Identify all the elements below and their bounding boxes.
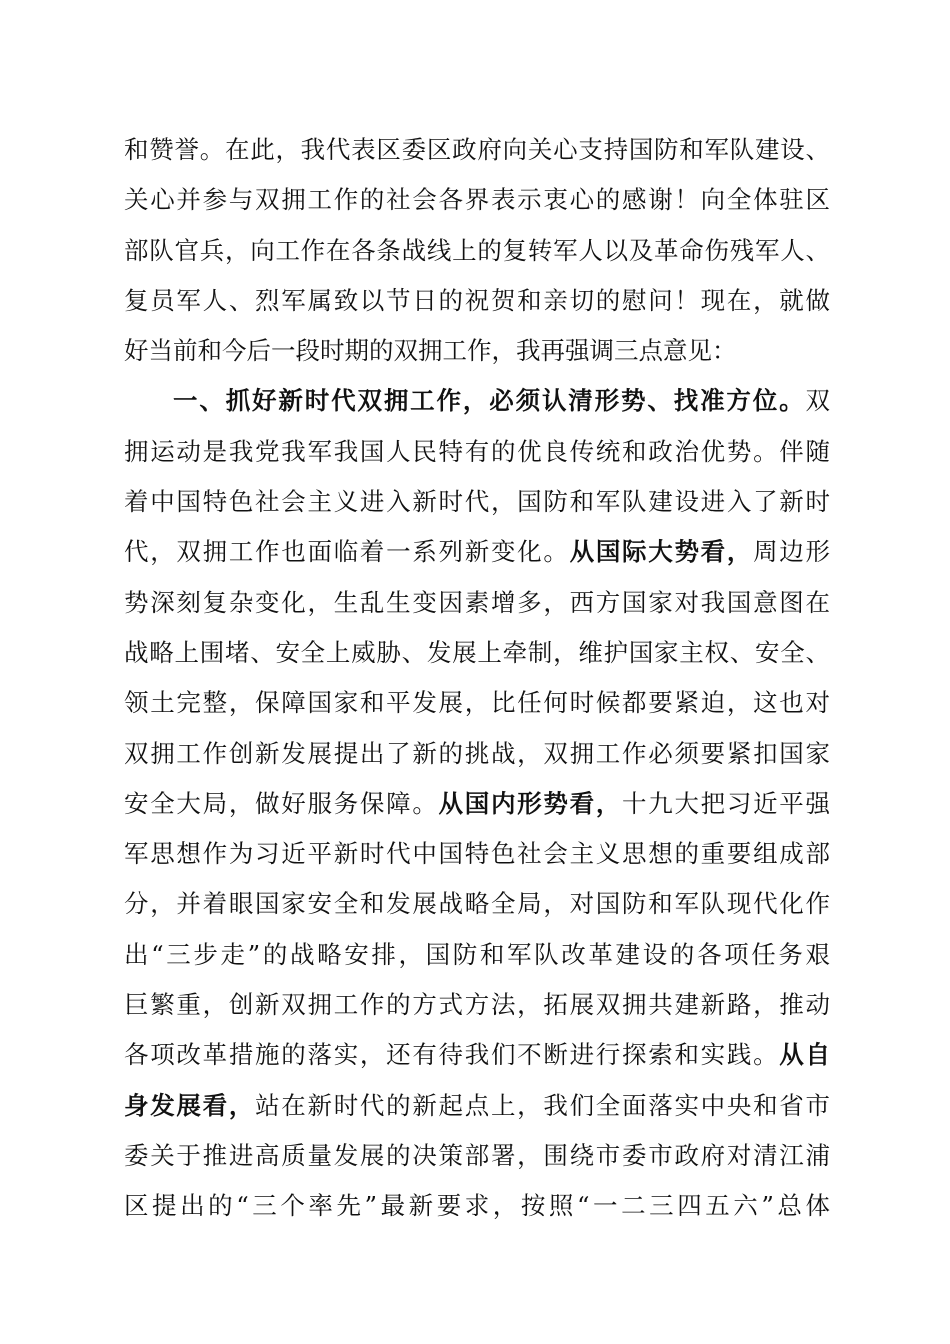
bold-phrase: 从国内形势看，: [438, 788, 623, 818]
text-line: [124, 527, 830, 577]
text-line: [124, 879, 830, 929]
text-segment: 安全大局，做好服务保障。: [124, 788, 439, 818]
text-segment: 复员军人、烈军属致以节日的祝贺和亲切的慰问！现在，就做: [124, 285, 830, 315]
text-line: [124, 376, 830, 426]
text-line: [124, 1131, 830, 1181]
text-line: [124, 326, 830, 376]
text-segment: 周边形: [753, 537, 831, 567]
text-line: [124, 226, 830, 276]
text-segment: 拥运动是我党我军我国人民特有的优良传统和政治优势。伴随: [124, 436, 830, 466]
text-segment: 区提出的“三个率先”最新要求，按照“一二三四五六”总体: [124, 1191, 830, 1221]
text-segment: 十九大把习近平强: [622, 788, 831, 818]
text-segment: 着中国特色社会主义进入新时代，国防和军队建设进入了新时: [124, 487, 830, 517]
text-segment: 代，双拥工作也面临着一系列新变化。: [124, 537, 570, 567]
text-line: [124, 1030, 830, 1080]
bold-phrase: 从自: [779, 1040, 831, 1070]
bold-phrase: 从国际大势看，: [569, 537, 754, 567]
text-line: [124, 678, 830, 728]
text-line: [124, 1081, 830, 1131]
text-segment: 战略上围堵、安全上威胁、发展上牵制，维护国家主权、安全、: [124, 637, 830, 667]
text-segment: 巨繁重，创新双拥工作的方式方法，拓展双拥共建新路，推动: [124, 990, 830, 1020]
text-segment: 和赞誉。在此，我代表区委区政府向关心支持国防和军队建设、: [124, 135, 830, 164]
text-segment: 各项改革措施的落实，还有待我们不断进行探索和实践。: [124, 1040, 780, 1070]
text-line: [124, 276, 830, 326]
text-line: [124, 829, 830, 879]
text-line: [124, 930, 830, 980]
text-segment: 势深刻复杂变化，生乱生变因素增多，西方国家对我国意图在: [124, 587, 830, 617]
text-line: [124, 125, 830, 175]
text-line: [124, 729, 830, 779]
text-segment: 出“三步走”的战略安排，国防和军队改革建设的各项任务艰: [124, 939, 830, 969]
text-line: [124, 477, 830, 527]
text-segment: 委关于推进高质量发展的决策部署，围绕市委市政府对清江浦: [124, 1140, 830, 1170]
text-segment: 双拥工作创新发展提出了新的挑战，双拥工作必须要紧扣国家: [124, 738, 830, 768]
text-line: [124, 578, 830, 628]
text-segment: 分，并着眼国家安全和发展战略全局，对国防和军队现代化作: [124, 889, 830, 919]
text-line: [124, 427, 830, 477]
text-segment: 好当前和今后一段时期的双拥工作，我再强调三点意见：: [124, 336, 737, 366]
text-line: [124, 175, 830, 225]
text-line: [124, 628, 830, 678]
body-text: [124, 125, 830, 1232]
text-segment: 军思想作为习近平新时代中国特色社会主义思想的重要组成部: [124, 839, 830, 869]
text-segment: 部队官兵，向工作在各条战线上的复转军人以及革命伤残军人、: [124, 235, 830, 265]
bold-phrase: 一、抓好新时代双拥工作，必须认清形势、找准方位。: [173, 386, 806, 416]
text-line: [124, 980, 830, 1030]
text-segment: 领土完整，保障国家和平发展，比任何时候都要紧迫，这也对: [124, 688, 830, 718]
text-segment: 站在新时代的新起点上，我们全面落实中央和省市: [255, 1090, 831, 1120]
bold-phrase: 身发展看，: [124, 1090, 256, 1120]
text-segment: 关心并参与双拥工作的社会各界表示衷心的感谢！向全体驻区: [124, 185, 830, 215]
text-line: [124, 779, 830, 829]
text-line: [124, 1181, 830, 1231]
text-segment: 双: [805, 386, 830, 416]
